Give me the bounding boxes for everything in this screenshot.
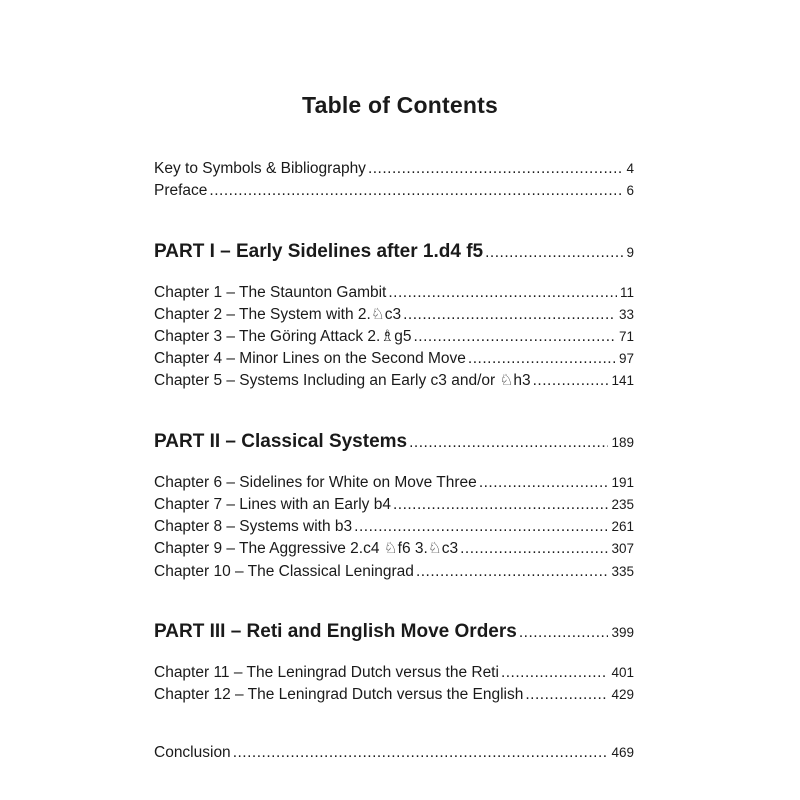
toc-chapter-1[interactable] xyxy=(154,283,634,305)
leader-dots xyxy=(413,327,616,347)
leader-dots xyxy=(468,349,616,369)
leader-dots xyxy=(501,663,609,683)
leader-dots xyxy=(403,305,616,325)
toc-chapter-12[interactable] xyxy=(154,685,634,707)
part-title: PART II – Classical Systems xyxy=(154,431,408,452)
part-title: PART I – Early Sidelines after 1.d4 f5 xyxy=(154,241,484,262)
entry-text: Chapter 10 – The Classical Leningrad xyxy=(154,563,414,580)
leader-dots xyxy=(393,495,609,515)
entry-text: Chapter 7 – Lines with an Early b4 xyxy=(154,496,391,513)
entry-page: 401 xyxy=(611,665,634,680)
entry-text: Key to Symbols & Bibliography xyxy=(154,160,366,177)
toc-chapter-8[interactable] xyxy=(154,517,634,539)
entry-page: 189 xyxy=(611,435,634,450)
leader-dots xyxy=(460,539,608,559)
entry-page: 9 xyxy=(626,245,634,260)
leader-dots xyxy=(388,283,617,303)
entry-text: Chapter 2 – The System with 2.♘c3 xyxy=(154,306,402,323)
entry-text: Chapter 4 – Minor Lines on the Second Move xyxy=(154,350,466,367)
entry-page: 97 xyxy=(618,351,634,366)
toc-chapter-6[interactable] xyxy=(154,473,634,495)
entry-text: Chapter 11 – The Leningrad Dutch versus the Reti xyxy=(154,664,499,681)
toc-part-1[interactable] xyxy=(154,240,634,266)
entry-text: Chapter 9 – The Aggressive 2.c4 ♘f6 3.♘c3 xyxy=(154,540,459,557)
leader-dots xyxy=(519,621,609,645)
toc-chapter-4[interactable] xyxy=(154,349,634,371)
entry-page: 469 xyxy=(611,745,634,760)
toc-chapter-10[interactable] xyxy=(154,562,634,584)
toc-part-2[interactable] xyxy=(154,430,634,456)
page-title: Table of Contents xyxy=(302,92,498,118)
entry-text: Chapter 12 – The Leningrad Dutch versus the English xyxy=(154,686,524,703)
entry-text: Chapter 3 – The Göring Attack 2.♗g5 xyxy=(154,328,412,345)
entry-text: Preface xyxy=(154,182,208,199)
toc-chapter-9[interactable] xyxy=(154,539,634,561)
toc-entry-key-to-symbols[interactable] xyxy=(154,159,634,181)
entry-page: 33 xyxy=(618,307,634,322)
entry-page: 399 xyxy=(611,625,634,640)
leader-dots xyxy=(368,159,624,179)
leader-dots xyxy=(533,371,609,391)
leader-dots xyxy=(209,181,623,201)
entry-text: Chapter 5 – Systems Including an Early c3 and/or ♘h3 xyxy=(154,372,531,389)
entry-text: Chapter 8 – Systems with b3 xyxy=(154,518,353,535)
toc-chapter-11[interactable] xyxy=(154,663,634,685)
entry-text: Chapter 1 – The Staunton Gambit xyxy=(154,284,387,301)
entry-page: 11 xyxy=(619,285,634,300)
entry-page: 141 xyxy=(611,373,634,388)
entry-page: 335 xyxy=(611,564,634,579)
entry-text: Chapter 6 – Sidelines for White on Move Three xyxy=(154,474,477,491)
leader-dots xyxy=(485,241,623,265)
entry-page: 307 xyxy=(611,541,634,556)
leader-dots xyxy=(409,431,608,455)
leader-dots xyxy=(354,517,608,537)
leader-dots xyxy=(416,562,609,582)
part-title: PART III – Reti and English Move Orders xyxy=(154,621,517,642)
entry-page: 261 xyxy=(611,519,634,534)
leader-dots xyxy=(525,685,608,705)
toc-part-3[interactable] xyxy=(154,620,634,646)
toc-chapter-7[interactable] xyxy=(154,495,634,517)
toc-chapter-3[interactable] xyxy=(154,327,634,349)
toc-chapter-5[interactable] xyxy=(154,371,634,393)
entry-page: 71 xyxy=(618,329,634,344)
entry-page: 429 xyxy=(611,687,634,702)
leader-dots xyxy=(233,743,609,763)
entry-page: 4 xyxy=(626,161,634,176)
toc-entry-preface[interactable] xyxy=(154,181,634,203)
entry-page: 6 xyxy=(626,183,634,198)
toc-entry-conclusion[interactable] xyxy=(154,743,634,765)
entry-page: 191 xyxy=(611,475,634,490)
toc-chapter-2[interactable] xyxy=(154,305,634,327)
entry-page: 235 xyxy=(611,497,634,512)
leader-dots xyxy=(479,473,609,493)
entry-text: Conclusion xyxy=(154,744,231,761)
